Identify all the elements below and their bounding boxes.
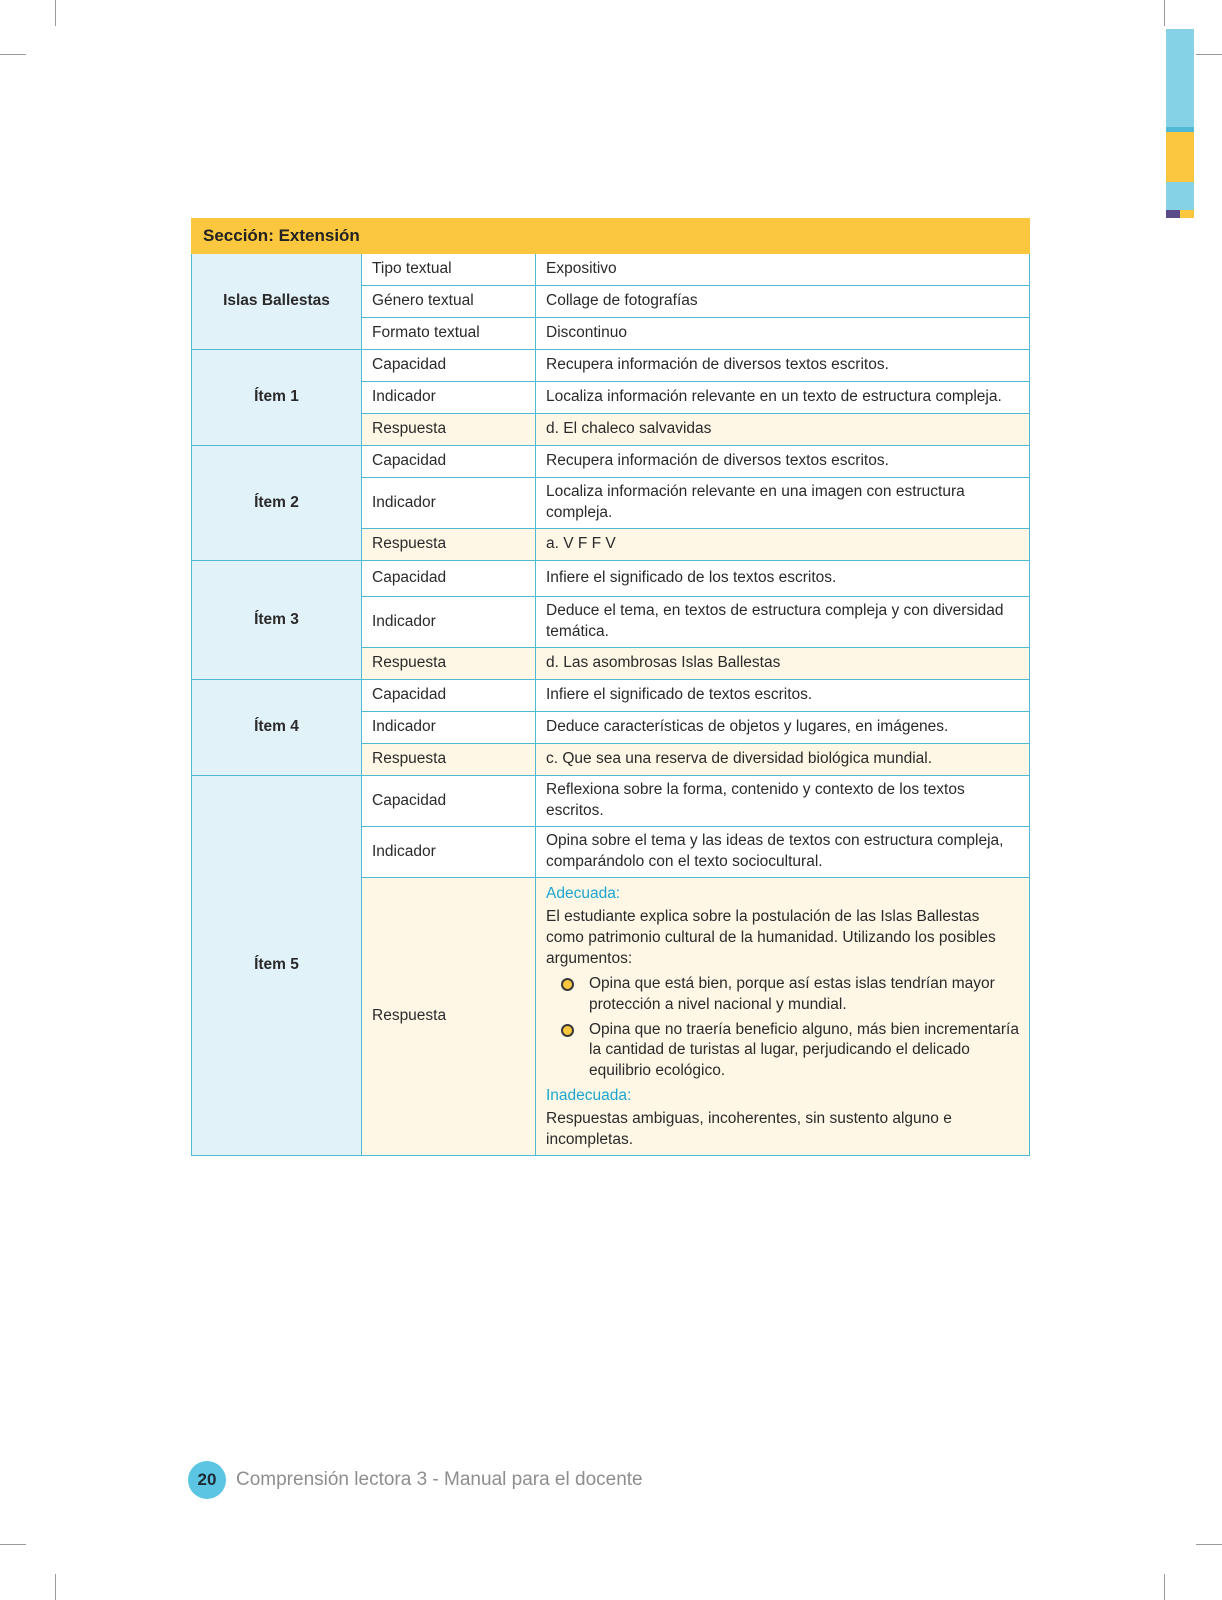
page-footer	[188, 1461, 643, 1499]
indicador-label: Indicador	[362, 827, 536, 878]
crop-mark	[55, 0, 56, 26]
page-number-badge: 20	[188, 1461, 226, 1499]
crop-mark	[1164, 0, 1165, 26]
capacidad-label: Capacidad	[362, 680, 536, 712]
indicador-value: Deduce características de objetos y lugares, en imágenes.	[536, 712, 1030, 744]
item-title-cell: Ítem 3	[192, 561, 362, 680]
table-row	[192, 680, 1030, 712]
table-row	[192, 254, 1030, 286]
row-label: Formato textual	[362, 318, 536, 350]
crop-mark	[1196, 1544, 1222, 1545]
inadecuada-label: Inadecuada:	[546, 1087, 632, 1105]
table-row	[192, 776, 1030, 827]
item-title-cell: Ítem 2	[192, 446, 362, 561]
argument-list	[546, 974, 1019, 1083]
rubric-table	[191, 218, 1030, 1156]
crop-mark	[1164, 1574, 1165, 1600]
row-value: Discontinuo	[536, 318, 1030, 350]
capacidad-value: Recupera información de diversos textos escritos.	[536, 350, 1030, 382]
indicador-value: Localiza información relevante en un texto de estructura compleja.	[536, 382, 1030, 414]
respuesta-value	[536, 878, 1030, 1156]
item-title-cell: Ítem 1	[192, 350, 362, 446]
row-label: Género textual	[362, 286, 536, 318]
list-item-text: Opina que está bien, porque así estas islas tendrían mayor protección a nivel nacional y mundial.	[589, 974, 995, 1013]
side-tab-yellow-small	[1180, 210, 1194, 218]
capacidad-label: Capacidad	[362, 350, 536, 382]
capacidad-label: Capacidad	[362, 561, 536, 597]
crop-mark	[0, 54, 26, 55]
list-item	[589, 1020, 1019, 1083]
footer-title: Comprensión lectora 3 - Manual para el docente	[236, 1469, 643, 1490]
table-row	[192, 446, 1030, 478]
list-item-text: Opina que no traería beneficio alguno, más bien incrementaría la cantidad de turistas al lugar, perjudicando el delicado equilibrio ecológico.	[589, 1020, 1019, 1080]
item-title-cell: Ítem 4	[192, 680, 362, 776]
section-header-row	[192, 219, 1030, 254]
respuesta-label: Respuesta	[362, 529, 536, 561]
row-value: Expositivo	[536, 254, 1030, 286]
indicador-label: Indicador	[362, 478, 536, 529]
section-title: Sección: Extensión	[192, 219, 1030, 254]
bullet-icon	[561, 1024, 574, 1037]
respuesta-label: Respuesta	[362, 648, 536, 680]
respuesta-label: Respuesta	[362, 744, 536, 776]
side-tab-purple	[1166, 210, 1180, 218]
indicador-value: Deduce el tema, en textos de estructura compleja y con diversidad temática.	[536, 597, 1030, 648]
side-tab-blue-lower	[1166, 182, 1194, 210]
capacidad-value: Recupera información de diversos textos escritos.	[536, 446, 1030, 478]
row-label: Tipo textual	[362, 254, 536, 286]
respuesta-value: a. V F F V	[536, 529, 1030, 561]
indicador-label: Indicador	[362, 712, 536, 744]
adecuada-label: Adecuada:	[546, 885, 621, 902]
table-row	[192, 561, 1030, 597]
inadecuada-text: Respuestas ambiguas, incoherentes, sin sustento alguno e incompletas.	[546, 1110, 952, 1149]
respuesta-label: Respuesta	[362, 414, 536, 446]
capacidad-value: Reflexiona sobre la forma, contenido y contexto de los textos escritos.	[536, 776, 1030, 827]
capacidad-label: Capacidad	[362, 776, 536, 827]
capacidad-value: Infiere el significado de los textos escritos.	[536, 561, 1030, 597]
indicador-label: Indicador	[362, 382, 536, 414]
respuesta-value: c. Que sea una reserva de diversidad biológica mundial.	[536, 744, 1030, 776]
indicador-value: Opina sobre el tema y las ideas de textos con estructura compleja, comparándolo con el texto sociocultural.	[536, 827, 1030, 878]
respuesta-label: Respuesta	[362, 878, 536, 1156]
respuesta-value: d. El chaleco salvavidas	[536, 414, 1030, 446]
side-tab-blue	[1166, 29, 1194, 127]
capacidad-value: Infiere el significado de textos escritos.	[536, 680, 1030, 712]
crop-mark	[1196, 54, 1222, 55]
adecuada-text: El estudiante explica sobre la postulación de las Islas Ballestas como patrimonio cultural de la humanidad. Utilizando los posibles argumentos:	[546, 907, 996, 967]
capacidad-label: Capacidad	[362, 446, 536, 478]
list-item	[589, 974, 1019, 1016]
bullet-icon	[561, 978, 574, 991]
respuesta-value: d. Las asombrosas Islas Ballestas	[536, 648, 1030, 680]
indicador-label: Indicador	[362, 597, 536, 648]
row-value: Collage de fotografías	[536, 286, 1030, 318]
crop-mark	[55, 1574, 56, 1600]
crop-mark	[0, 1544, 26, 1545]
side-tab-yellow	[1166, 132, 1194, 182]
indicador-value: Localiza información relevante en una imagen con estructura compleja.	[536, 478, 1030, 529]
item-title-cell: Ítem 5	[192, 776, 362, 1156]
table-row	[192, 350, 1030, 382]
text-title-cell: Islas Ballestas	[192, 254, 362, 350]
